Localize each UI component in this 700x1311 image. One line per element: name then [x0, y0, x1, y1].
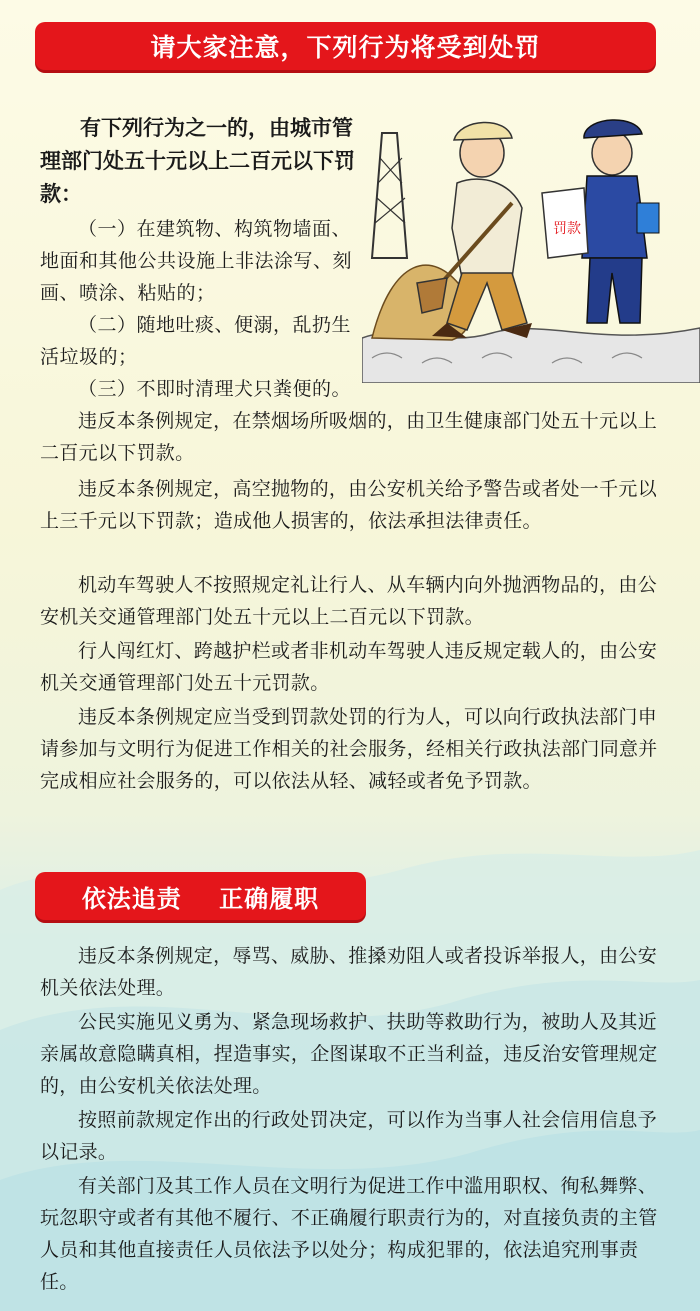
paragraph-pedestrians: 行人闯红灯、跨越护栏或者非机动车驾驶人违反规定载人的，由公安机关交通管理部门处五十元罚款。 — [40, 640, 658, 694]
paragraph-rescue: 公民实施见义勇为、紧急现场救护、扶助等救助行为，被助人及其近亲属故意隐瞒真相，捏造事实，企图谋取不正当利益，违反治安管理规定的，由公安机关依法处理。 — [40, 1011, 658, 1097]
paragraph-credit: 按照前款规定作出的行政处罚决定，可以作为当事人社会信用信息予以记录。 — [40, 1109, 658, 1163]
paragraph-smoking: 违反本条例规定，在禁烟场所吸烟的，由卫生健康部门处五十元以上二百元以下罚款。 — [40, 410, 658, 464]
paragraph-social-service: 违反本条例规定应当受到罚款处罚的行为人，可以向行政执法部门申请参加与文明行为促进工作相关的社会服务，经相关行政执法部门同意并完成相应社会服务的，可以依法从轻、减轻或者免予罚款。 — [40, 706, 658, 792]
penalty-item-3: （三）不即时清理犬只粪便的。 — [78, 378, 352, 400]
paragraph-officials: 有关部门及其工作人员在文明行为促进工作中滥用职权、徇私舞弊、玩忽职守或者有其他不履行、不正确履行职责行为的，对直接负责的主管人员和其他直接责任人员依法予以处分；构成犯罪的，依法追究刑事责任。 — [40, 1175, 658, 1293]
paragraph-drivers: 机动车驾驶人不按照规定礼让行人、从车辆内向外抛洒物品的，由公安机关交通管理部门处五十元以上二百元以下罚款。 — [40, 574, 658, 628]
paragraph-high-altitude: 违反本条例规定，高空抛物的，由公安机关给予警告或者处一千元以上三千元以下罚款；造成他人损害的，依法承担法律责任。 — [40, 478, 658, 532]
penalty-lead: 有下列行为之一的，由城市管理部门处五十元以上二百元以下罚款： — [40, 116, 355, 206]
section-heading-accountability: 依法追责 正确履职 — [35, 872, 366, 920]
paragraph-insult: 违反本条例规定，辱骂、威胁、推搡劝阻人或者投诉举报人，由公安机关依法处理。 — [40, 945, 658, 999]
penalty-item-2: （二）随地吐痰、便溺，乱扔生活垃圾的； — [40, 314, 352, 368]
section-heading-penalties: 请大家注意，下列行为将受到处罚 — [35, 22, 656, 70]
sign-text: 罚款 — [553, 221, 581, 237]
penalty-item-1: （一）在建筑物、构筑物墙面、地面和其他公共设施上非法涂写、刻画、喷涂、粘贴的； — [40, 218, 353, 304]
illustration-penalty — [362, 108, 700, 383]
